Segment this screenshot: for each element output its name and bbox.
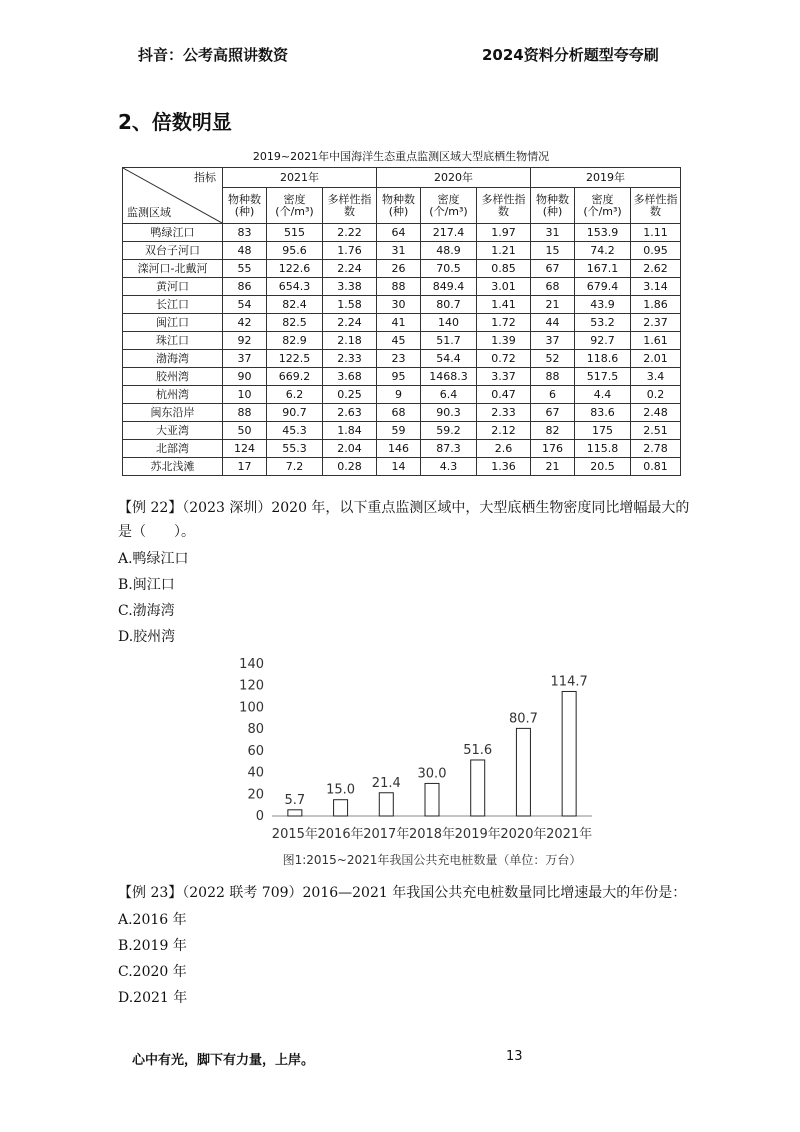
region-name-cell: 苏北浅滩 <box>123 458 223 476</box>
x-tick-label: 2021年 <box>546 827 593 842</box>
value-cell: 64 <box>377 224 421 242</box>
subheader-cell <box>531 188 575 224</box>
value-cell: 140 <box>421 314 477 332</box>
subheader-text: 数 <box>498 204 510 218</box>
value-cell: 118.6 <box>575 350 631 368</box>
section-title: 2、倍数明显 <box>118 110 232 134</box>
region-name-cell: 黄河口 <box>123 278 223 296</box>
table-row <box>123 314 681 332</box>
value-cell: 52 <box>531 350 575 368</box>
bar <box>379 793 393 816</box>
value-cell: 92 <box>223 332 267 350</box>
subheader-cell <box>323 188 377 224</box>
subheader-text: 物种数 <box>536 192 570 206</box>
region-name-cell: 鸭绿江口 <box>123 224 223 242</box>
value-cell: 55.3 <box>267 440 323 458</box>
table-row <box>123 458 681 476</box>
y-tick-label: 100 <box>239 700 264 716</box>
table-title: 2019~2021年中国海洋生态重点监测区域大型底栖生物情况 <box>252 150 550 163</box>
value-cell: 2.04 <box>323 440 377 458</box>
value-cell: 45.3 <box>267 422 323 440</box>
value-cell: 0.81 <box>631 458 681 476</box>
value-cell: 95 <box>377 368 421 386</box>
q23-option-b[interactable]: B.2019 年 <box>118 938 187 954</box>
value-cell: 68 <box>377 404 421 422</box>
value-cell: 2.33 <box>323 350 377 368</box>
value-cell: 2.12 <box>477 422 531 440</box>
value-cell: 10 <box>223 386 267 404</box>
value-cell: 2.51 <box>631 422 681 440</box>
value-cell: 849.4 <box>421 278 477 296</box>
value-cell: 50 <box>223 422 267 440</box>
value-cell: 88 <box>531 368 575 386</box>
table-row <box>123 386 681 404</box>
subheader-cell <box>421 188 477 224</box>
q23-option-d[interactable]: D.2021 年 <box>118 990 188 1006</box>
value-cell: 176 <box>531 440 575 458</box>
bar-value-label: 15.0 <box>326 782 356 798</box>
x-tick-label: 2020年 <box>500 827 547 842</box>
subheader-text: 多样性指 <box>633 192 678 206</box>
bar-value-label: 21.4 <box>371 775 401 791</box>
y-tick-label: 60 <box>247 743 264 759</box>
value-cell: 679.4 <box>575 278 631 296</box>
value-cell: 3.14 <box>631 278 681 296</box>
value-cell: 515 <box>267 224 323 242</box>
year-header: 2019年 <box>531 168 681 188</box>
value-cell: 669.2 <box>267 368 323 386</box>
value-cell: 1.61 <box>631 332 681 350</box>
value-cell: 115.8 <box>575 440 631 458</box>
year-header: 2021年 <box>223 168 377 188</box>
value-cell: 82.9 <box>267 332 323 350</box>
value-cell: 7.2 <box>267 458 323 476</box>
chart-caption: 图1:2015~2021年我国公共充电桩数量（单位：万台） <box>282 853 582 867</box>
value-cell: 153.9 <box>575 224 631 242</box>
table-row <box>123 224 681 242</box>
q22-option-d[interactable]: D.胶州湾 <box>118 629 176 645</box>
region-name-cell: 珠江口 <box>123 332 223 350</box>
region-name-cell: 胶州湾 <box>123 368 223 386</box>
bar-value-label: 5.7 <box>284 792 306 808</box>
value-cell: 41 <box>377 314 421 332</box>
table-row <box>123 296 681 314</box>
value-cell: 53.2 <box>575 314 631 332</box>
subheader-text: 密度 <box>591 192 614 206</box>
value-cell: 82.5 <box>267 314 323 332</box>
value-cell: 2.37 <box>631 314 681 332</box>
subheader-text: 密度 <box>283 192 306 206</box>
table-row <box>123 404 681 422</box>
value-cell: 1.72 <box>477 314 531 332</box>
value-cell: 48 <box>223 242 267 260</box>
q22-option-b[interactable]: B.闽江口 <box>118 577 175 593</box>
value-cell: 83 <box>223 224 267 242</box>
value-cell: 1.86 <box>631 296 681 314</box>
x-tick-label: 2017年 <box>363 827 410 842</box>
value-cell: 1.39 <box>477 332 531 350</box>
value-cell: 0.72 <box>477 350 531 368</box>
value-cell: 44 <box>531 314 575 332</box>
table-row <box>123 440 681 458</box>
value-cell: 4.3 <box>421 458 477 476</box>
subheader-text: (种) <box>388 204 409 218</box>
region-name-cell: 渤海湾 <box>123 350 223 368</box>
subheader-cell <box>477 188 531 224</box>
value-cell: 3.4 <box>631 368 681 386</box>
value-cell: 1.21 <box>477 242 531 260</box>
value-cell: 37 <box>531 332 575 350</box>
value-cell: 0.85 <box>477 260 531 278</box>
value-cell: 14 <box>377 458 421 476</box>
bar <box>425 783 439 816</box>
region-name-cell: 大亚湾 <box>123 422 223 440</box>
value-cell: 31 <box>377 242 421 260</box>
value-cell: 95.6 <box>267 242 323 260</box>
value-cell: 74.2 <box>575 242 631 260</box>
value-cell: 3.01 <box>477 278 531 296</box>
value-cell: 2.22 <box>323 224 377 242</box>
value-cell: 82 <box>531 422 575 440</box>
value-cell: 54 <box>223 296 267 314</box>
value-cell: 70.5 <box>421 260 477 278</box>
table-row <box>123 242 681 260</box>
value-cell: 51.7 <box>421 332 477 350</box>
value-cell: 67 <box>531 260 575 278</box>
y-tick-label: 80 <box>247 722 264 738</box>
value-cell: 3.38 <box>323 278 377 296</box>
value-cell: 1.76 <box>323 242 377 260</box>
y-tick-label: 20 <box>247 787 264 803</box>
value-cell: 1.97 <box>477 224 531 242</box>
data-table <box>122 167 681 476</box>
value-cell: 2.6 <box>477 440 531 458</box>
x-tick-label: 2018年 <box>408 827 456 842</box>
question-23-text: 【例 23】（2022 联考 709）2016—2021 年我国公共充电桩数量同比增速最大的年份是： <box>118 885 687 901</box>
value-cell: 67 <box>531 404 575 422</box>
value-cell: 23 <box>377 350 421 368</box>
value-cell: 122.6 <box>267 260 323 278</box>
corner-region-label: 监测区域 <box>127 206 171 219</box>
value-cell: 55 <box>223 260 267 278</box>
subheader-cell <box>575 188 631 224</box>
value-cell: 90 <box>223 368 267 386</box>
value-cell: 2.33 <box>477 404 531 422</box>
region-name-cell: 杭州湾 <box>123 386 223 404</box>
y-tick-label: 0 <box>255 809 264 824</box>
value-cell: 42 <box>223 314 267 332</box>
value-cell: 1.36 <box>477 458 531 476</box>
x-tick-label: 2015年 <box>271 827 318 842</box>
value-cell: 167.1 <box>575 260 631 278</box>
value-cell: 68 <box>531 278 575 296</box>
value-cell: 2.01 <box>631 350 681 368</box>
y-tick-label: 40 <box>247 765 264 781</box>
value-cell: 1468.3 <box>421 368 477 386</box>
table-row <box>123 260 681 278</box>
value-cell: 2.48 <box>631 404 681 422</box>
subheader-text: 密度 <box>437 192 460 206</box>
value-cell: 82.4 <box>267 296 323 314</box>
bar <box>288 810 302 816</box>
value-cell: 6.2 <box>267 386 323 404</box>
value-cell: 4.4 <box>575 386 631 404</box>
corner-indicator-label: 指标 <box>194 171 216 184</box>
bar-value-label: 80.7 <box>508 711 538 727</box>
value-cell: 2.24 <box>323 260 377 278</box>
value-cell: 0.2 <box>631 386 681 404</box>
table-corner-cell <box>123 168 223 224</box>
value-cell: 31 <box>531 224 575 242</box>
value-cell: 37 <box>223 350 267 368</box>
value-cell: 15 <box>531 242 575 260</box>
y-tick-label: 120 <box>239 678 264 694</box>
y-tick-label: 140 <box>239 657 264 672</box>
region-name-cell: 闽江口 <box>123 314 223 332</box>
year-header: 2020年 <box>377 168 531 188</box>
subheader-text: 物种数 <box>228 192 261 206</box>
table-row <box>123 278 681 296</box>
value-cell: 0.25 <box>323 386 377 404</box>
value-cell: 0.47 <box>477 386 531 404</box>
value-cell: 21 <box>531 458 575 476</box>
table-header-row <box>123 168 681 188</box>
value-cell: 48.9 <box>421 242 477 260</box>
value-cell: 124 <box>223 440 267 458</box>
value-cell: 517.5 <box>575 368 631 386</box>
question-22-line1: 【例 22】（2023 深圳）2020 年，以下重点监测区域中，大型底栖生物密度同比增幅最大的 <box>118 500 690 516</box>
bar-value-label: 51.6 <box>463 742 493 758</box>
value-cell: 0.28 <box>323 458 377 476</box>
footer-motto: 心中有光，脚下有力量，上岸。 <box>132 1053 315 1068</box>
bar <box>471 760 485 816</box>
value-cell: 146 <box>377 440 421 458</box>
value-cell: 59.2 <box>421 422 477 440</box>
q23-option-a[interactable]: A.2016 年 <box>118 912 187 928</box>
x-tick-label: 2019年 <box>454 827 501 842</box>
subheader-text: (种) <box>234 204 255 218</box>
value-cell: 2.78 <box>631 440 681 458</box>
question-22-line2: 是（ ）。 <box>118 524 195 540</box>
value-cell: 2.62 <box>631 260 681 278</box>
region-name-cell: 长江口 <box>123 296 223 314</box>
subheader-text: (个/m³) <box>275 204 314 218</box>
value-cell: 88 <box>223 404 267 422</box>
subheader-cell <box>223 188 267 224</box>
subheader-text: (种) <box>542 204 563 218</box>
region-name-cell: 双台子河口 <box>123 242 223 260</box>
value-cell: 21 <box>531 296 575 314</box>
bar-chart <box>228 652 608 874</box>
table-row <box>123 368 681 386</box>
region-name-cell: 北部湾 <box>123 440 223 458</box>
table-row <box>123 350 681 368</box>
value-cell: 3.37 <box>477 368 531 386</box>
value-cell: 217.4 <box>421 224 477 242</box>
region-name-cell: 闽东沿岸 <box>123 404 223 422</box>
value-cell: 90.3 <box>421 404 477 422</box>
subheader-text: (个/m³) <box>583 204 622 218</box>
value-cell: 43.9 <box>575 296 631 314</box>
value-cell: 92.7 <box>575 332 631 350</box>
subheader-text: 物种数 <box>382 192 416 206</box>
table-row <box>123 332 681 350</box>
header-right-text: 2024资料分析题型夸夸刷 <box>482 46 659 64</box>
bar <box>562 691 576 816</box>
value-cell: 175 <box>575 422 631 440</box>
q23-option-c[interactable]: C.2020 年 <box>118 964 187 980</box>
value-cell: 90.7 <box>267 404 323 422</box>
value-cell: 17 <box>223 458 267 476</box>
bar <box>516 728 530 816</box>
value-cell: 54.4 <box>421 350 477 368</box>
value-cell: 2.63 <box>323 404 377 422</box>
value-cell: 26 <box>377 260 421 278</box>
subheader-cell <box>377 188 421 224</box>
value-cell: 6 <box>531 386 575 404</box>
value-cell: 122.5 <box>267 350 323 368</box>
table-body <box>123 224 681 476</box>
q22-option-c[interactable]: C.渤海湾 <box>118 603 175 619</box>
value-cell: 59 <box>377 422 421 440</box>
value-cell: 80.7 <box>421 296 477 314</box>
value-cell: 1.11 <box>631 224 681 242</box>
header-left-text: 抖音：公考高照讲数资 <box>138 46 289 64</box>
bar-value-label: 30.0 <box>417 766 447 782</box>
value-cell: 20.5 <box>575 458 631 476</box>
value-cell: 83.6 <box>575 404 631 422</box>
subheader-text: (个/m³) <box>429 204 468 218</box>
value-cell: 2.24 <box>323 314 377 332</box>
subheader-text: 多样性指 <box>481 192 526 206</box>
value-cell: 3.68 <box>323 368 377 386</box>
value-cell: 6.4 <box>421 386 477 404</box>
value-cell: 0.95 <box>631 242 681 260</box>
q22-option-a[interactable]: A.鸭绿江口 <box>118 551 189 567</box>
subheader-text: 多样性指 <box>327 192 372 206</box>
table-row <box>123 422 681 440</box>
value-cell: 2.18 <box>323 332 377 350</box>
value-cell: 9 <box>377 386 421 404</box>
value-cell: 654.3 <box>267 278 323 296</box>
bar <box>334 800 348 816</box>
value-cell: 45 <box>377 332 421 350</box>
bar-value-label: 114.7 <box>550 674 588 690</box>
value-cell: 1.84 <box>323 422 377 440</box>
value-cell: 1.41 <box>477 296 531 314</box>
value-cell: 1.58 <box>323 296 377 314</box>
subheader-cell <box>267 188 323 224</box>
value-cell: 86 <box>223 278 267 296</box>
x-tick-label: 2016年 <box>317 827 364 842</box>
value-cell: 87.3 <box>421 440 477 458</box>
value-cell: 30 <box>377 296 421 314</box>
subheader-text: 数 <box>344 204 355 218</box>
value-cell: 88 <box>377 278 421 296</box>
page-number: 13 <box>506 1049 523 1064</box>
subheader-text: 数 <box>650 204 662 218</box>
subheader-cell <box>631 188 681 224</box>
region-name-cell: 滦河口-北戴河 <box>123 260 223 278</box>
